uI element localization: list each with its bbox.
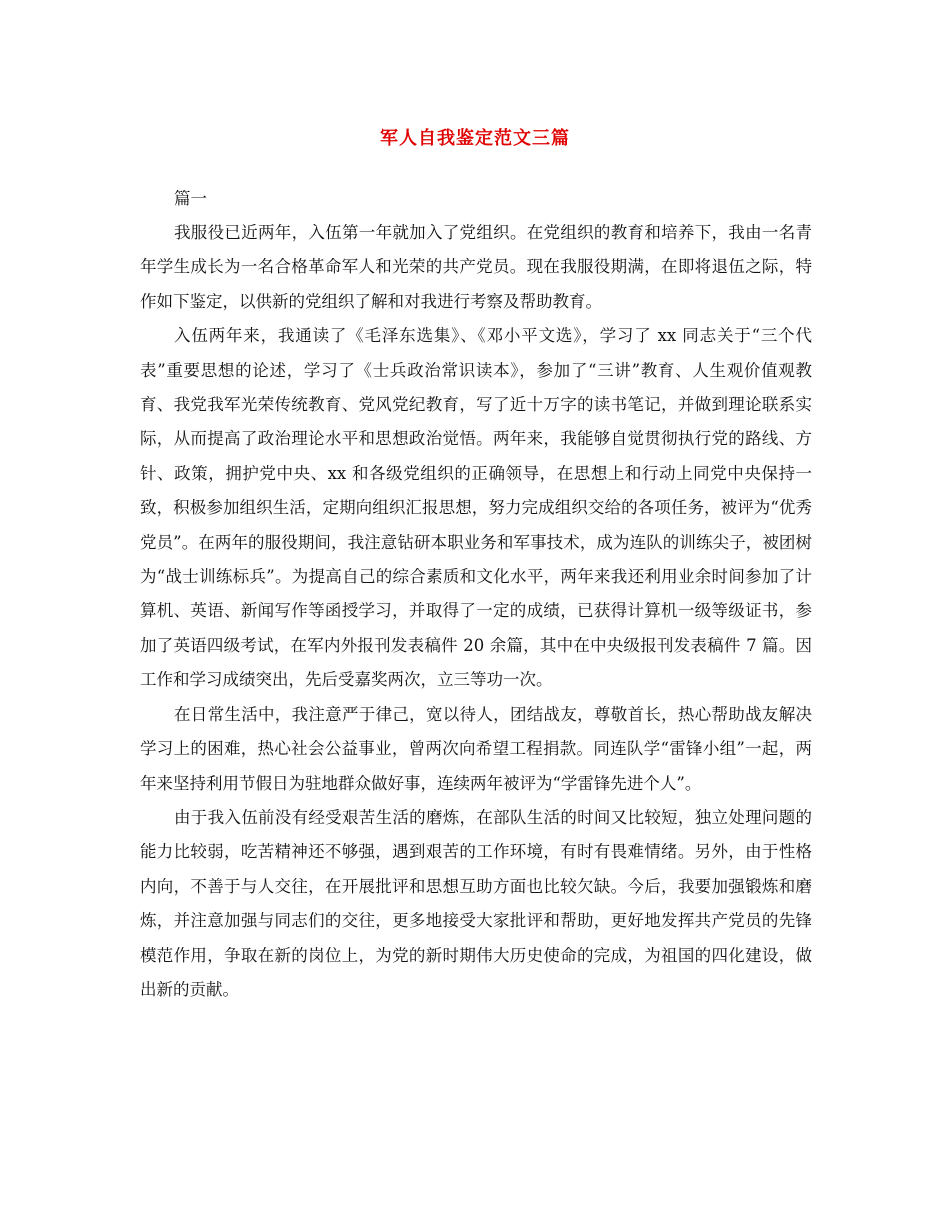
section-heading: 篇一	[174, 189, 207, 208]
paragraph-4: 由于我入伍前没有经受艰苦生活的磨炼，在部队生活的时间又比较短，独立处理问题的能力比较弱，吃苦精神还不够强，遇到艰苦的工作环境，有时有畏难情绪。另外，由于性格内向，不善于与人交往，在开展批评和思想互助方面也比较欠缺。今后，我要加强锻炼和磨炼，并注意加强与同志们的交往，更多地接受大家批评和帮助，更好地发挥共产党员的先锋模范作用，争取在新的岗位上，为党的新时期伟大历史使命的完成，为祖国的四化建设，做出新的贡献。	[140, 807, 812, 999]
document-body	[140, 182, 812, 1007]
paragraph-2: 入伍两年来，我通读了《毛泽东选集》、《邓小平文选》，学习了 xx 同志关于“三个代表”重要思想的论述，学习了《士兵政治常识读本》，参加了“三讲”教育、人生观价值观教育、我党我军光荣传统教育、党风党纪教育，写了近十万字的读书笔记，并做到理论联系实际，从而提高了政治理论水平和思想政治觉悟。两年来，我能够自觉贯彻执行党的路线、方针、政策，拥护党中央、xx 和各级党组织的正确领导，在思想上和行动上同党中央保持一致，积极参加组织生活，定期向组织汇报思想，努力完成组织交给的各项任务，被评为“优秀党员”。在两年的服役期间，我注意钻研本职业务和军事技术，成为连队的训练尖子，被团树为“战士训练标兵”。为提高自己的综合素质和文化水平，两年来我还利用业余时间参加了计算机、英语、新闻写作等函授学习，并取得了一定的成绩，已获得计算机一级等级证书，参加了英语四级考试，在军内外报刊发表稿件 20 余篇，其中在中央级报刊发表稿件 7 篇。因工作和学习成绩突出，先后受嘉奖两次，立三等功一次。	[140, 326, 812, 690]
paragraph-1: 我服役已近两年，入伍第一年就加入了党组织。在党组织的教育和培养下，我由一名青年学生成长为一名合格革命军人和光荣的共产党员。现在我服役期满，在即将退伍之际，特作如下鉴定，以供新的党组织了解和对我进行考察及帮助教育。	[140, 223, 812, 311]
paragraph-3: 在日常生活中，我注意严于律己，宽以待人，团结战友，尊敬首长，热心帮助战友解决学习上的困难，热心社会公益事业，曾两次向希望工程捐款。同连队学“雷锋小组”一起，两年来坚持利用节假日为驻地群众做好事，连续两年被评为“学雷锋先进个人”。	[140, 704, 812, 793]
document-title: 军人自我鉴定范文三篇	[380, 128, 570, 149]
